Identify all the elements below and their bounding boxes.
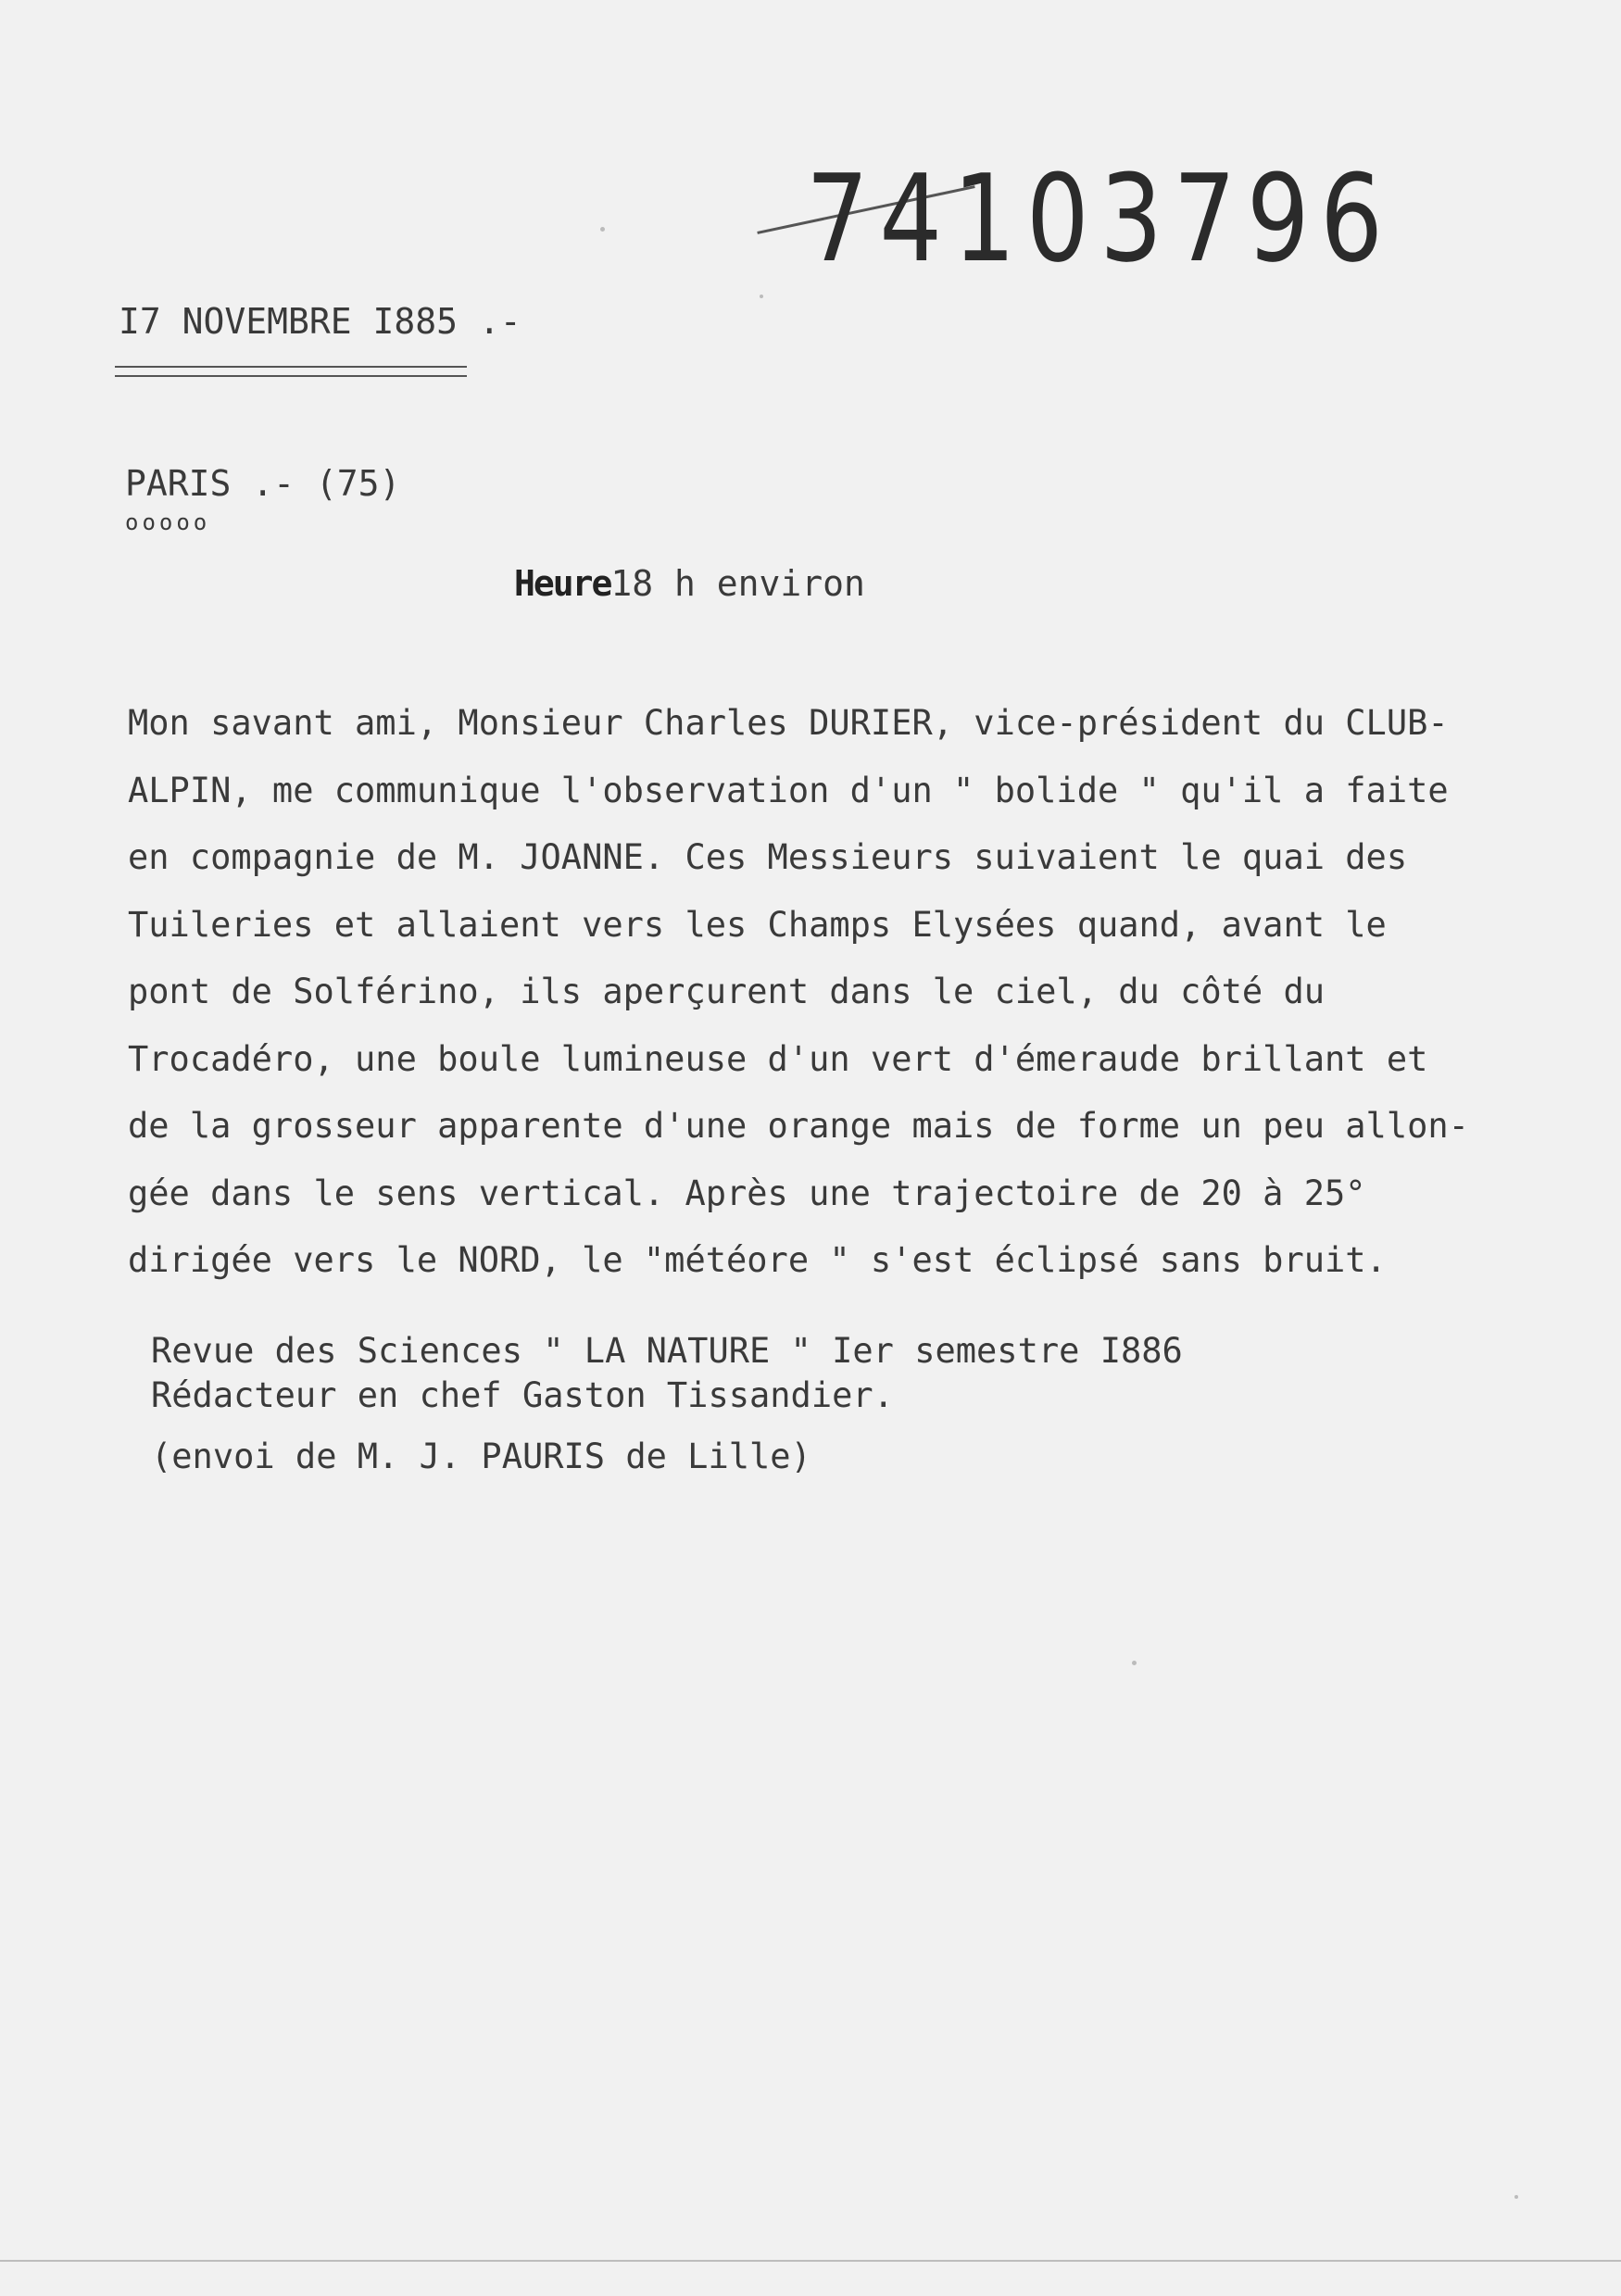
body-line: dirigée vers le NORD, le "météore " s'est éclipsé sans bruit. (128, 1240, 1387, 1280)
observation-text (128, 690, 1573, 1295)
source-line: Rédacteur en chef Gaston Tissandier. (151, 1375, 894, 1415)
source-line: Revue des Sciences " LA NATURE " Ier semestre I886 (151, 1331, 1183, 1371)
paper-speck (1514, 2195, 1518, 2199)
reference-number: 74103796 (806, 148, 1394, 289)
place-underline-marks: ooooo (125, 509, 211, 535)
envoi-line: (envoi de M. J. PAURIS de Lille) (151, 1437, 811, 1476)
body-line: Trocadéro, une boule lumineuse d'un vert d'émeraude brillant et (128, 1038, 1428, 1079)
place-heading: PARIS .- (75) (125, 463, 401, 504)
source-citation (151, 1329, 1183, 1479)
body-line: Mon savant ami, Monsieur Charles DURIER, vice-président du CLUB- (128, 703, 1449, 743)
body-line: gée dans le sens vertical. Après une trajectoire de 20 à 25° (128, 1173, 1366, 1213)
body-line: de la grosseur apparente d'une orange mais de forme un peu allon- (128, 1106, 1469, 1146)
time-value: 18 h environ (610, 563, 865, 604)
date-underline (115, 366, 467, 377)
body-line: ALPIN, me communique l'observation d'un " bolide " qu'il a faite (128, 770, 1449, 810)
body-line: en compagnie de M. JOANNE. Ces Messieurs suivaient le quai des (128, 837, 1408, 877)
page-bottom-edge (0, 2260, 1621, 2262)
paper-speck (760, 295, 763, 298)
time-line (514, 563, 865, 604)
date-heading: I7 NOVEMBRE I885 .- (119, 301, 521, 342)
paper-speck (600, 227, 605, 232)
struck-word: Heure (514, 563, 611, 604)
body-line: Tuileries et allaient vers les Champs Elysées quand, avant le (128, 904, 1387, 945)
paper-speck (1132, 1661, 1137, 1665)
body-line: pont de Solférino, ils aperçurent dans le ciel, du côté du (128, 972, 1326, 1011)
